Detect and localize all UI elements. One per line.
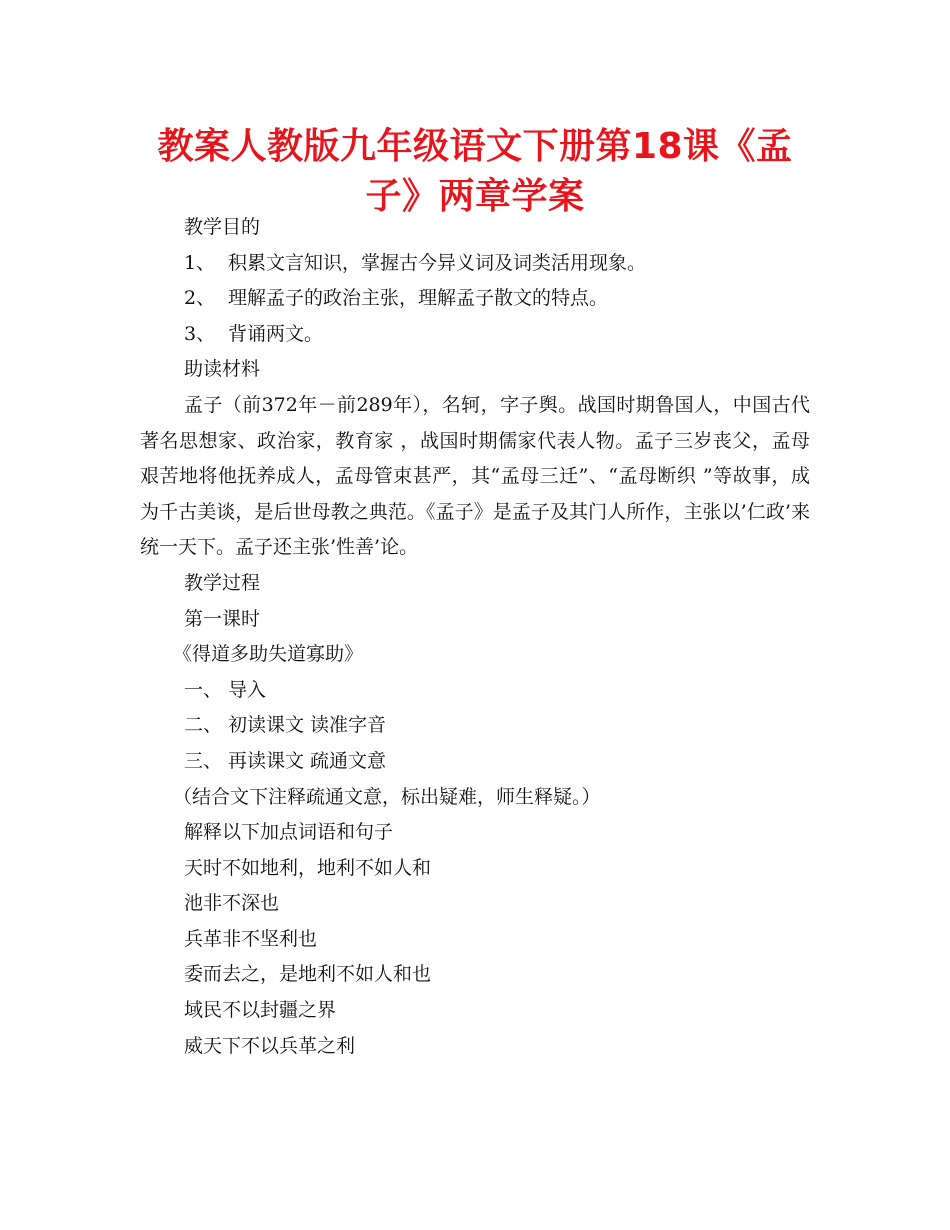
goal-number: 2、 (184, 287, 216, 310)
step-item (140, 708, 810, 744)
text-title: 《得道多助失道寡助》 (173, 643, 364, 666)
note-text: （结合文下注释疏通文意，标出疑难，师生释疑。） (173, 785, 601, 808)
step-number: 三、 (184, 749, 223, 772)
sentence-item: 天时不如地利，地利不如人和 (184, 856, 432, 879)
document-title: 教案人教版九年级语文下册第18课《孟子》两章学案 (157, 126, 793, 217)
goal-item (140, 246, 810, 282)
goal-text: 理解孟子的政治主张，理解孟子散文的特点。 (228, 287, 609, 310)
sentence-item: 威天下不以兵革之利 (184, 1034, 356, 1057)
step-text: 初读课文 读准字音 (228, 714, 387, 737)
goal-item (140, 281, 810, 317)
step-number: 一、 (184, 678, 223, 701)
goal-number: 1、 (184, 251, 216, 274)
sentence-item: 委而去之，是地利不如人和也 (184, 963, 432, 986)
goal-number: 3、 (184, 322, 216, 345)
document-body (140, 210, 810, 1064)
goal-text: 积累文言知识，掌握古今异义词及词类活用现象。 (228, 251, 647, 274)
lesson-label: 第一课时 (184, 607, 261, 630)
sentence-item: 域民不以封疆之界 (184, 999, 337, 1022)
step-text: 导入 (228, 678, 267, 701)
step-item (140, 673, 810, 709)
goal-heading: 教学目的 (184, 216, 261, 238)
material-paragraph: 孟子（前372年－前289年），名轲，字子舆。战国时期鲁国人，中国古代著名思想家、政治家，教育家 ，战国时期儒家代表人物。孟子三岁丧父，孟母艰苦地将他抚养成人，孟母管束甚严，其“孟母三迁”、“孟母断织 ”等故事，成为千古美谈，是后世母教之典范。《孟子》是孟子及其门人所作，主张以’仁政’来统一天下。孟子还主张’性善’论。 (140, 393, 810, 559)
sentence-item: 兵革非不坚利也 (184, 927, 318, 950)
step-number: 二、 (184, 714, 223, 737)
material-heading: 助读材料 (184, 358, 261, 381)
process-heading: 教学过程 (184, 571, 261, 594)
step-text: 再读课文 疏通文意 (228, 749, 387, 772)
step-item (140, 744, 810, 780)
goal-text: 背诵两文。 (228, 322, 324, 345)
sentence-item: 池非不深也 (184, 892, 280, 915)
goal-item (140, 317, 810, 353)
task-heading: 解释以下加点词语和句子 (184, 821, 394, 844)
